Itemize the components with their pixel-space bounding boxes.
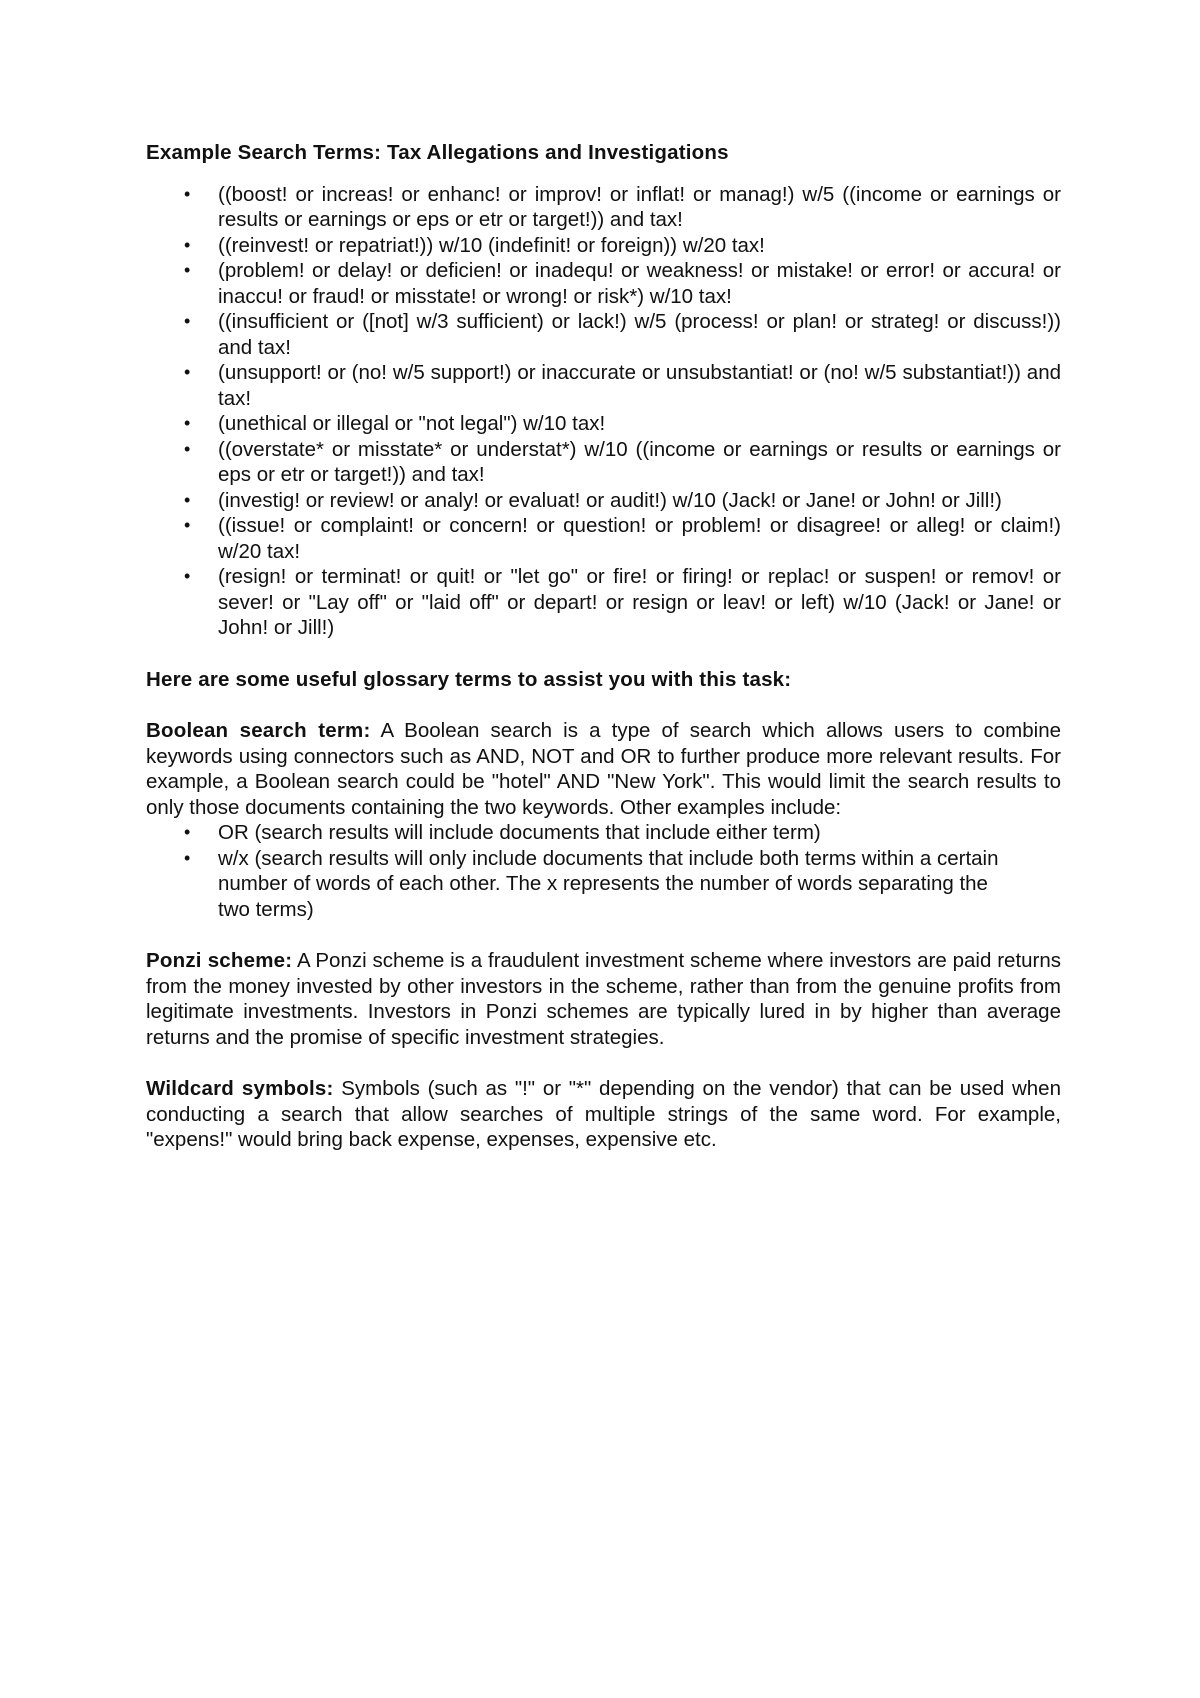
list-item: • ((boost! or increas! or enhanc! or improv! or inflat! or manag!) w/5 ((income or earnings or results or earnings or eps or etr or target!)) and tax! [146, 182, 1061, 233]
boolean-examples-list [146, 820, 1061, 922]
document-title: Example Search Terms: Tax Allegations and Investigations [146, 141, 729, 164]
glossary-term: Wildcard symbols: [146, 1077, 334, 1100]
glossary-definition: A Boolean search is a type of search which allows users to combine keywords using connectors such as AND, NOT and OR to further produce more relevant results. For example, a Boolean search could be "hotel" AND "New York". This would limit the search results to only those documents containing the two keywords. Other examples include: [146, 719, 1062, 819]
glossary-entry-ponzi [146, 948, 1061, 1050]
search-terms-list [146, 182, 1061, 641]
list-item: • (resign! or terminat! or quit! or "let go" or fire! or firing! or replac! or suspen! or remov! or sever! or "Lay off" or "laid off" or depart! or resign or leav! or left) w/10 (Jack! or Jane! or John! or Jill!) [146, 564, 1061, 641]
document-page [146, 140, 1061, 1153]
list-item: • (investig! or review! or analy! or evaluat! or audit!) w/10 (Jack! or Jane! or John! or Jill!) [146, 488, 1061, 514]
list-item: • ((insufficient or ([not] w/3 sufficient) or lack!) w/5 (process! or plan! or strateg! or discuss!)) and tax! [146, 309, 1061, 360]
list-item: • ((issue! or complaint! or concern! or question! or problem! or disagree! or alleg! or claim!) w/20 tax! [146, 513, 1061, 564]
list-item: • ((reinvest! or repatriat!)) w/10 (indefinit! or foreign)) w/20 tax! [146, 233, 1061, 259]
glossary-term: Ponzi scheme: [146, 949, 293, 972]
glossary-entry-wildcard [146, 1076, 1061, 1153]
list-item: • (unsupport! or (no! w/5 support!) or inaccurate or unsubstantiat! or (no! w/5 substantiat!)) and tax! [146, 360, 1061, 411]
list-item: • (unethical or illegal or "not legal") w/10 tax! [146, 411, 1061, 437]
glossary-entry-boolean [146, 718, 1061, 820]
list-item: • w/x (search results will only include documents that include both terms within a certain number of words of each other. The x represents the number of words separating the two terms) [146, 846, 1061, 923]
glossary-term: Boolean search term: [146, 719, 371, 742]
glossary-definition: Symbols (such as "!" or "*" depending on the vendor) that can be used when conducting a search that allow searches of multiple strings of the same word. For example, "expens!" would bring back expense, expenses, expensive etc. [146, 1077, 1061, 1151]
list-item: • OR (search results will include documents that include either term) [146, 820, 1061, 846]
glossary-definition: A Ponzi scheme is a fraudulent investment scheme where investors are paid returns from the money invested by other investors in the scheme, rather than from the genuine profits from legitimate investments. Investors in Ponzi schemes are typically lured in by higher than average returns and the promise of specific investment strategies. [146, 949, 1062, 1049]
list-item: • (problem! or delay! or deficien! or inadequ! or weakness! or mistake! or error! or accura! or inaccu! or fraud! or misstate! or wrong! or risk*) w/10 tax! [146, 258, 1061, 309]
list-item: • ((overstate* or misstate* or understat*) w/10 ((income or earnings or results or earnings or eps or etr or target!)) and tax! [146, 437, 1061, 488]
glossary-heading: Here are some useful glossary terms to assist you with this task: [146, 667, 792, 691]
